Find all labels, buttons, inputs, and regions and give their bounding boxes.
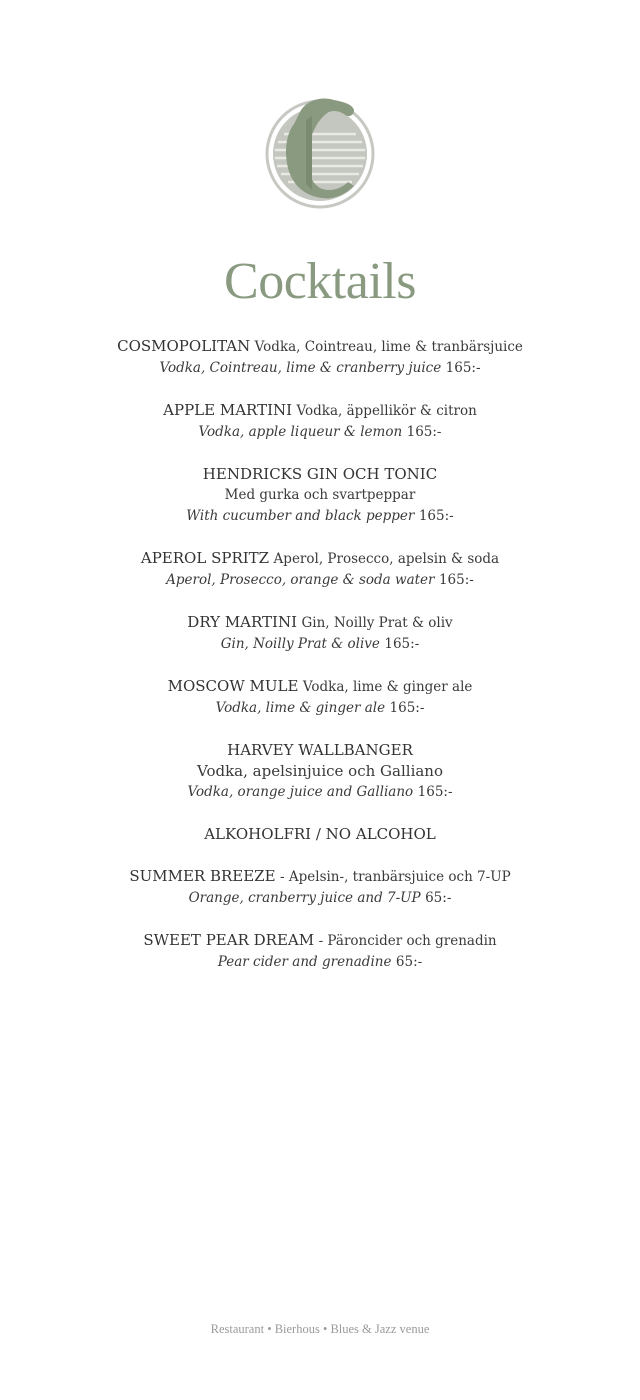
- menu-item-dry-martini: [0, 612, 640, 655]
- item-name: SWEET PEAR DREAM: [143, 931, 315, 949]
- item-price: 165:-: [417, 784, 453, 800]
- menu-item-cosmopolitan: [0, 336, 640, 379]
- item-name: DRY MARTINI: [187, 613, 298, 631]
- menu-item-hendricks: [0, 464, 640, 527]
- item-price: 165:-: [418, 508, 454, 524]
- item-description-en: Vodka, Cointreau, lime & cranberry juice: [159, 360, 442, 376]
- item-description-sv: - Päroncider och grenadin: [318, 933, 497, 949]
- item-description-en: Pear cider and grenadine: [217, 954, 392, 970]
- item-description-sv: Med gurka och svartpeppar: [224, 487, 416, 503]
- item-description-en: Vodka, orange juice and Galliano: [187, 784, 414, 800]
- item-name: MOSCOW MULE: [167, 677, 299, 695]
- page-title: Cocktails: [224, 253, 416, 310]
- item-description-sv: Aperol, Prosecco, apelsin & soda: [273, 551, 500, 567]
- non-alcoholic-heading: ALKOHOLFRI / NO ALCOHOL: [204, 825, 436, 843]
- item-name: HARVEY WALLBANGER: [227, 741, 413, 759]
- item-name: HENDRICKS GIN OCH TONIC: [202, 465, 438, 483]
- menu-item-apple-martini: [0, 400, 640, 443]
- menu-item-harvey-wallbanger: [0, 740, 640, 803]
- footer-tagline: Restaurant • Bierhous • Blues & Jazz venue: [210, 1322, 430, 1336]
- item-price: 65:-: [395, 954, 423, 970]
- item-description-sv: Vodka, Cointreau, lime & tranbärsjuice: [254, 339, 523, 355]
- item-price: 65:-: [425, 890, 452, 906]
- item-price: 165:-: [389, 700, 425, 716]
- menu-item-summer-breeze: [0, 866, 640, 909]
- item-price: 165:-: [438, 572, 474, 588]
- item-description-sv: - Apelsin-, tranbärsjuice och 7-UP: [280, 869, 511, 885]
- item-name: APPLE MARTINI: [163, 401, 293, 419]
- item-price: 165:-: [445, 360, 481, 376]
- menu-item-moscow-mule: [0, 676, 640, 719]
- item-description-en: With cucumber and black pepper: [186, 508, 415, 524]
- item-description-en: Vodka, apple liqueur & lemon: [198, 424, 403, 440]
- item-name: APEROL SPRITZ: [140, 549, 270, 567]
- item-price: 165:-: [406, 424, 442, 440]
- cocktail-menu: [0, 336, 640, 994]
- menu-item-aperol-spritz: [0, 548, 640, 591]
- item-description-sv: Vodka, äppellikör & citron: [296, 403, 477, 419]
- item-description-en: Vodka, lime & ginger ale: [215, 700, 386, 716]
- item-description-en: Aperol, Prosecco, orange & soda water: [166, 572, 435, 588]
- item-description-sv: Vodka, lime & ginger ale: [302, 679, 473, 695]
- item-name: SUMMER BREEZE: [129, 867, 276, 885]
- logo-monogram: [264, 94, 376, 214]
- item-description-sv: Vodka, apelsinjuice och Galliano: [197, 762, 443, 780]
- item-description-sv: Gin, Noilly Prat & oliv: [301, 615, 453, 631]
- item-name: COSMOPOLITAN: [117, 337, 251, 355]
- menu-item-sweet-pear-dream: [0, 930, 640, 973]
- item-price: 165:-: [384, 636, 420, 652]
- item-description-en: Orange, cranberry juice and 7-UP: [188, 890, 421, 906]
- item-description-en: Gin, Noilly Prat & olive: [220, 636, 380, 652]
